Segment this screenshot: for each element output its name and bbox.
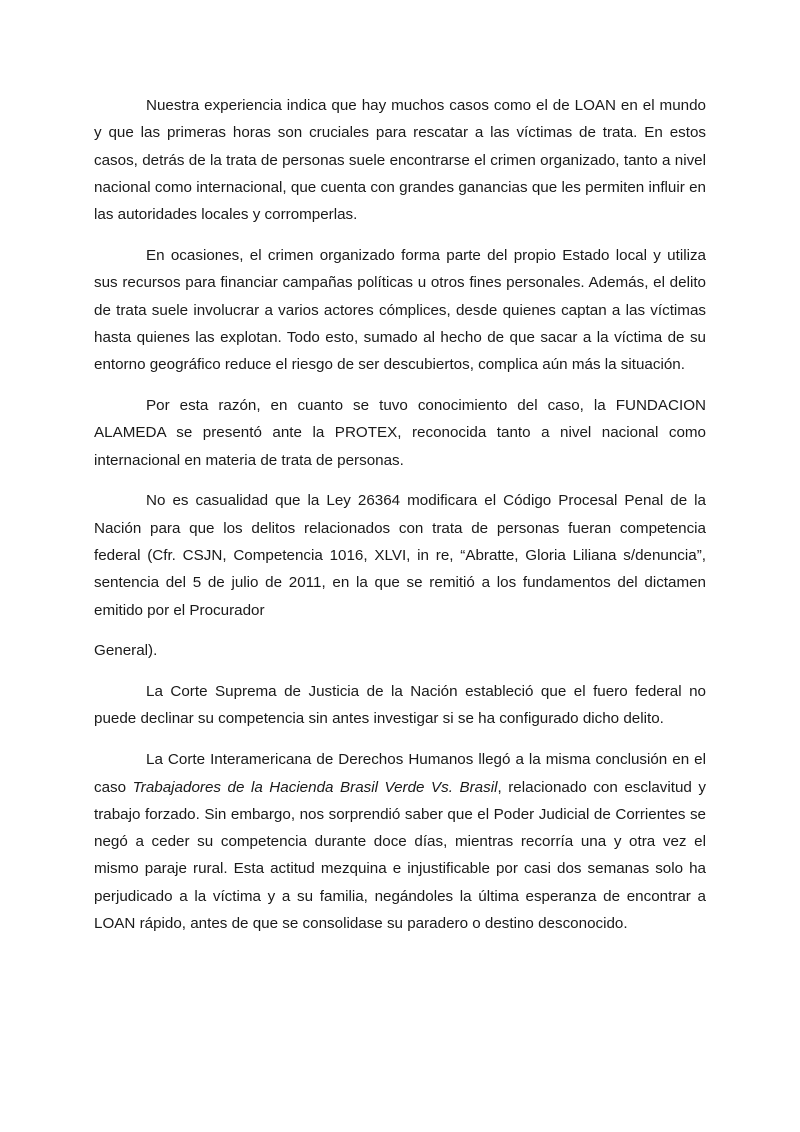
paragraph-general: General). [94,642,158,660]
paragraph-experiencia: Nuestra experiencia indica que hay muchos casos como el de LOAN en el mundo y que las primeras horas son cruciales para rescatar a las víctimas de trata. En estos casos, detrás de la trata de personas suele encontrarse el crimen organizado, tanto a nivel nacional como internacional, que cuenta con grandes ganancias que les permiten influir en las autoridades locales y corromperlas. [94,97,706,224]
document-page [94,92,706,951]
paragraph-text-before: La Corte Interamericana de Derechos Humanos llegó a la misma conclusión en el caso [94,751,706,796]
paragraph-corte-interamericana [94,746,706,937]
case-title: Trabajadores de la Hacienda Brasil Verde Vs. Brasil [132,778,498,796]
paragraph-corte-suprema: La Corte Suprema de Justicia de la Nación estableció que el fuero federal no puede declinar su competencia sin antes investigar si se ha configurado dicho delito. [94,683,706,728]
paragraph-fundacion-alameda: Por esta razón, en cuanto se tuvo conocimiento del caso, la FUNDACION ALAMEDA se presentó ante la PROTEX, reconocida tanto a nivel nacional como internacional en materia de trata de personas. [94,396,706,469]
paragraph-text-after: , relacionado con esclavitud y trabajo forzado. Sin embargo, nos sorprendió saber que el Poder Judicial de Corrientes se negó a ceder su competencia durante doce días, mientras recorría una y otra vez el mismo paraje rural. Esta actitud mezquina e injustificable por casi dos semanas solo ha perjudicado a la víctima y a su familia, negándoles la última esperanza de encontrar a LOAN rápido, antes de que se consolidase su paradero o destino desconocido. [94,778,706,933]
paragraph-crimen-organizado: En ocasiones, el crimen organizado forma parte del propio Estado local y utiliza sus recursos para financiar campañas políticas u otros fines personales. Además, el delito de trata suele involucrar a varios actores cómplices, desde quienes captan a las víctimas hasta quienes las explotan. Todo esto, sumado al hecho de que sacar a la víctima de su entorno geográfico reduce el riesgo de ser descubiertos, complica aún más la situación. [94,246,706,374]
paragraph-ley-26364: No es casualidad que la Ley 26364 modificara el Código Procesal Penal de la Nación para que los delitos relacionados con trata de personas fueran competencia federal (Cfr. CSJN, Competencia 1016, XLVI, in re, “Abratte, Gloria Liliana s/denuncia”, sentencia del 5 de julio de 2011, en la que se remitió a los fundamentos del dictamen emitido por el Procurador [94,492,706,619]
